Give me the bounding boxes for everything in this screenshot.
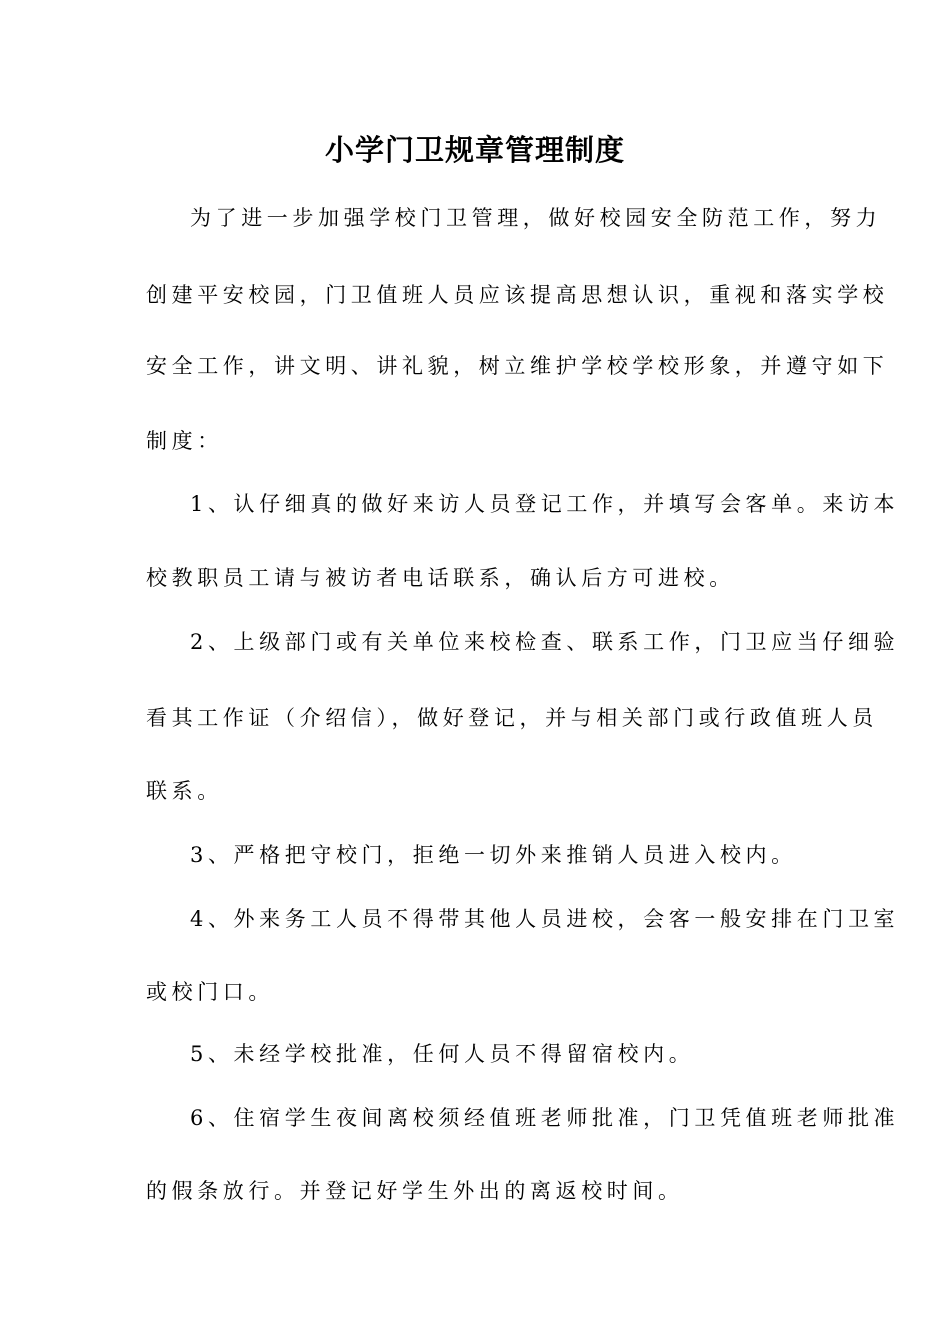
paragraph-line: 看其工作证（介绍信），做好登记，并与相关部门或行政值班人员 <box>146 706 878 730</box>
paragraph-line: 4、外来务工人员不得带其他人员进校，会客一般安排在门卫室 <box>190 907 900 931</box>
paragraph-line: 的假条放行。并登记好学生外出的离返校时间。 <box>146 1179 684 1203</box>
paragraph-line: 创建平安校园，门卫值班人员应该提高思想认识，重视和落实学校 <box>146 283 889 307</box>
paragraph-line: 联系。 <box>146 779 223 803</box>
paragraph-line: 2、上级部门或有关单位来校检查、联系工作，门卫应当仔细验 <box>190 630 900 654</box>
paragraph-line: 5、未经学校批准，任何人员不得留宿校内。 <box>190 1042 695 1066</box>
paragraph-line: 制度： <box>146 429 223 453</box>
paragraph-line: 校教职员工请与被访者电话联系，确认后方可进校。 <box>146 566 735 590</box>
paragraph-line: 为了进一步加强学校门卫管理，做好校园安全防范工作，努力 <box>190 206 882 230</box>
paragraph-line: 3、严格把守校门，拒绝一切外来推销人员进入校内。 <box>190 843 797 867</box>
paragraph-line: 6、住宿学生夜间离校须经值班老师批准，门卫凭值班老师批准 <box>190 1106 900 1130</box>
paragraph-line: 或校门口。 <box>146 980 274 1004</box>
paragraph-line: 安全工作，讲文明、讲礼貌，树立维护学校学校形象，并遵守如下 <box>146 354 889 378</box>
document-title: 小学门卫规章管理制度 <box>324 133 625 167</box>
paragraph-line: 1、认仔细真的做好来访人员登记工作，并填写会客单。来访本 <box>190 492 900 516</box>
